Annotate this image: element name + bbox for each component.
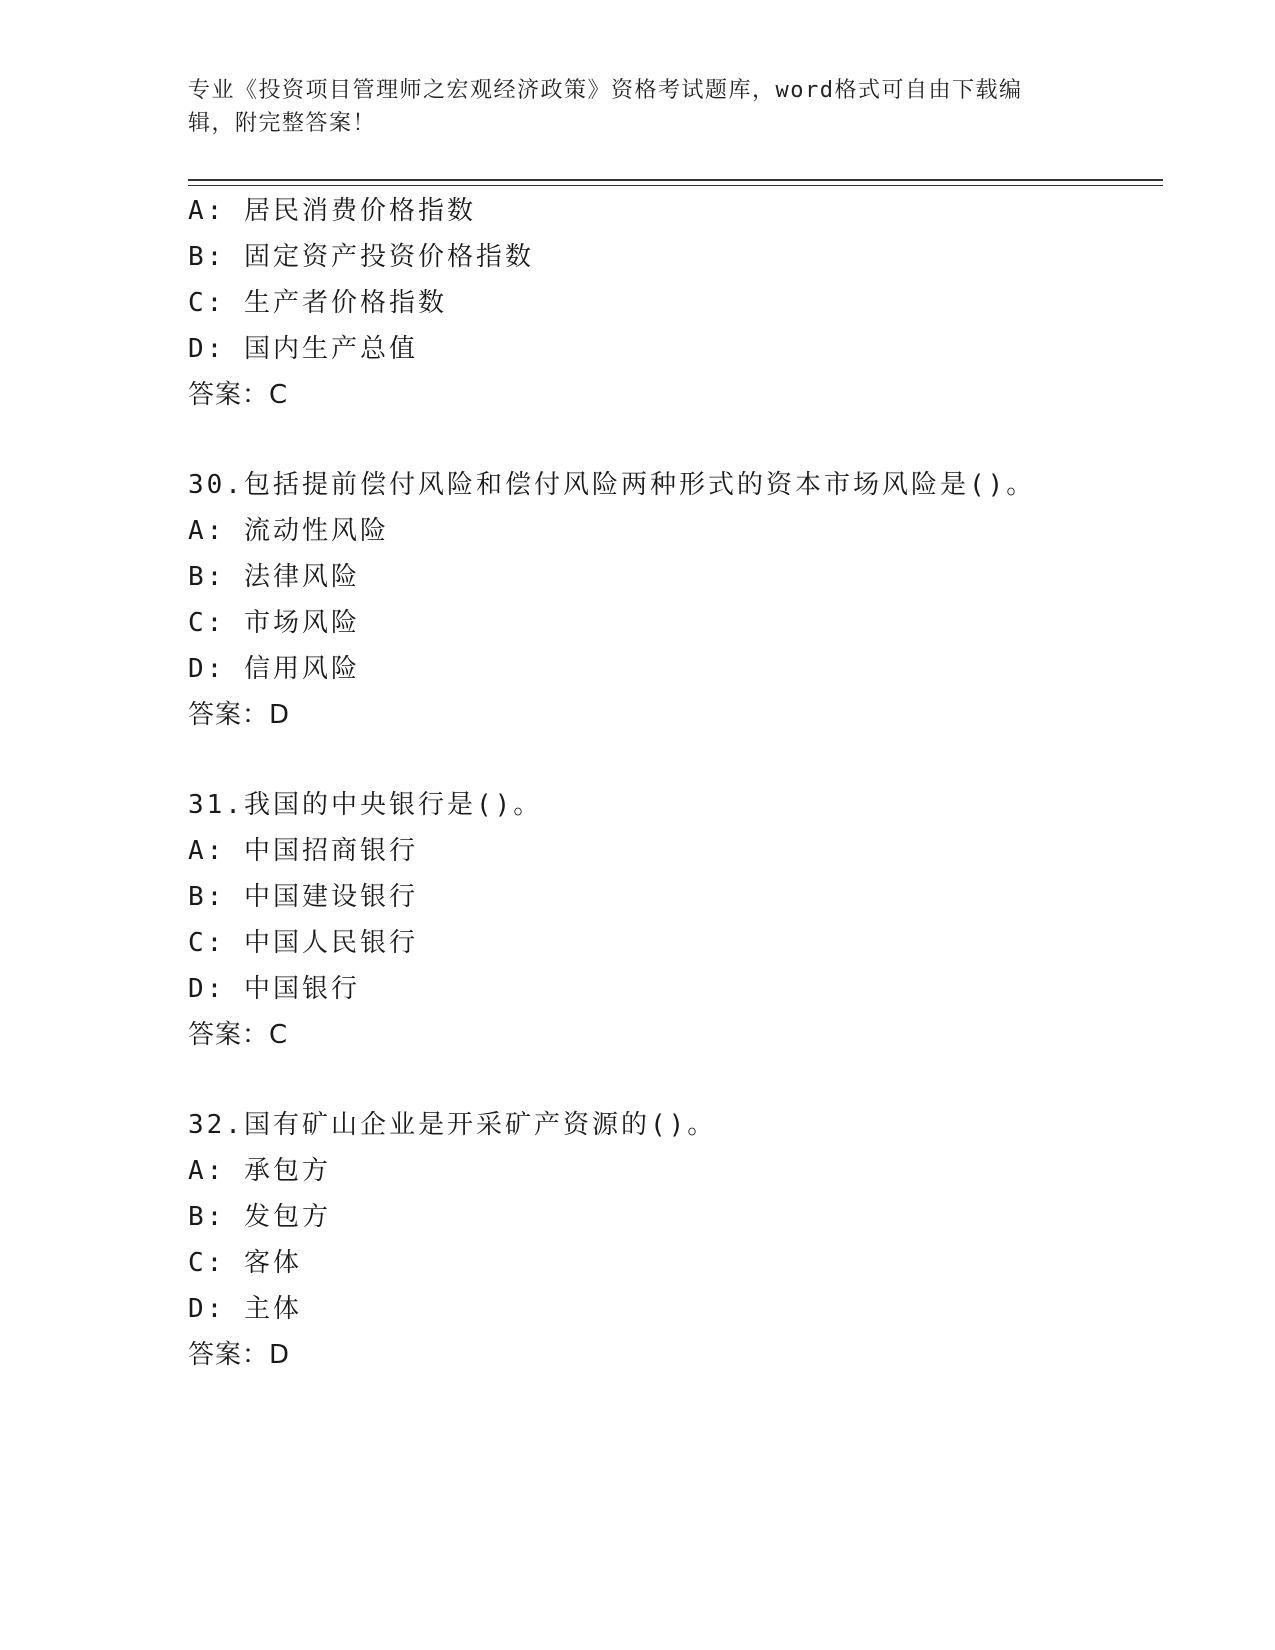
option-c: C: 市场风险 (188, 608, 360, 638)
header-divider-thick (188, 179, 1163, 181)
option-c: C: 中国人民银行 (188, 928, 418, 958)
option-b: B: 法律风险 (188, 562, 360, 592)
question-stem: 31.我国的中央银行是()。 (188, 790, 543, 820)
option-d: D: 信用风险 (188, 654, 360, 684)
header-divider-thin (188, 185, 1163, 186)
question-block (188, 462, 1138, 738)
question-block (188, 782, 1138, 1058)
answer-line: 答案：D (188, 1340, 291, 1370)
question-stem: 32.国有矿山企业是开采矿产资源的()。 (188, 1110, 717, 1140)
option-b: B: 固定资产投资价格指数 (188, 242, 534, 272)
answer-line: 答案：D (188, 700, 291, 730)
option-a: A: 承包方 (188, 1156, 331, 1186)
option-a: A: 居民消费价格指数 (188, 196, 476, 226)
block-spacer (188, 1058, 1138, 1102)
block-spacer (188, 418, 1138, 462)
answer-line: 答案：C (188, 380, 289, 410)
block-spacer (188, 738, 1138, 782)
question-stem: 30.包括提前偿付风险和偿付风险两种形式的资本市场风险是()。 (188, 470, 1036, 500)
option-a: A: 中国招商银行 (188, 836, 418, 866)
option-a: A: 流动性风险 (188, 516, 389, 546)
document-header-title: 专业《投资项目管理师之宏观经济政策》资格考试题库，word格式可自由下载编辑，附完整答案！ (188, 78, 1023, 136)
option-b: B: 发包方 (188, 1202, 331, 1232)
option-d: D: 国内生产总值 (188, 334, 418, 364)
option-d: D: 主体 (188, 1294, 302, 1324)
previous-question-tail (188, 188, 1138, 418)
question-content (188, 188, 1138, 1378)
question-block (188, 1102, 1138, 1378)
option-b: B: 中国建设银行 (188, 882, 418, 912)
option-c: C: 生产者价格指数 (188, 288, 447, 318)
answer-line: 答案：C (188, 1020, 289, 1050)
option-c: C: 客体 (188, 1248, 302, 1278)
option-d: D: 中国银行 (188, 974, 360, 1004)
